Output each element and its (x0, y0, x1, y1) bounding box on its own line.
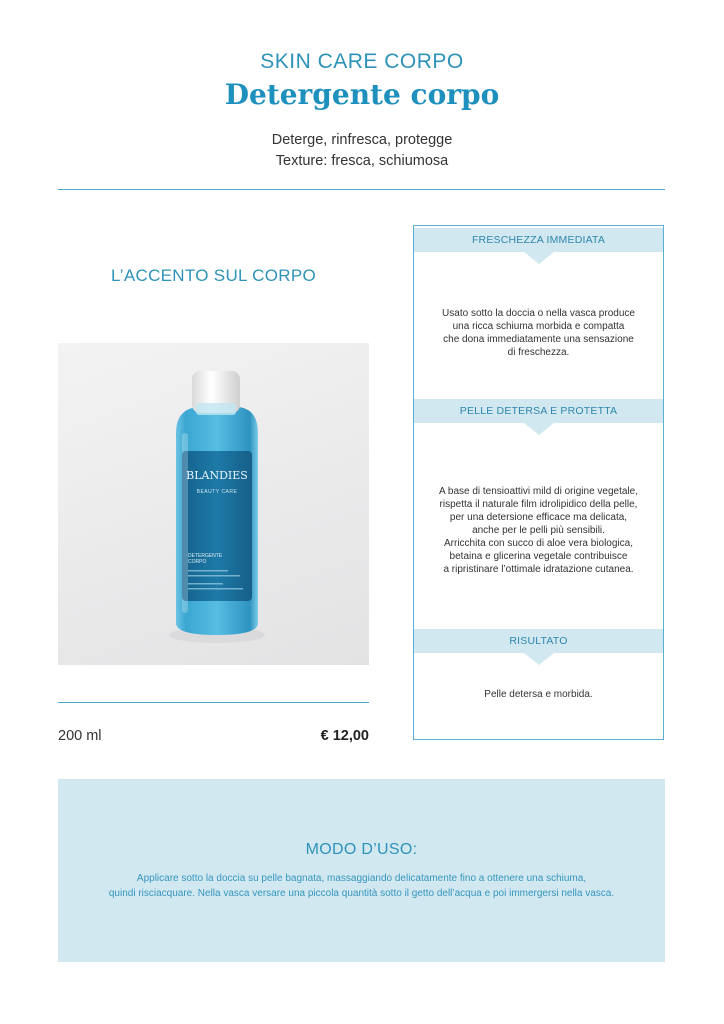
feature-title-2: PELLE DETERSA E PROTETTA (459, 405, 618, 417)
product-section-title: L’ACCENTO SUL CORPO (110, 266, 317, 285)
feature-band-3 (414, 629, 663, 653)
band-arrow-icon (524, 423, 554, 435)
band-arrow-icon (524, 653, 554, 665)
feature-band-2 (414, 399, 663, 423)
usage-title: MODO D’USO: (305, 841, 418, 858)
usage-text (78, 871, 645, 901)
bottle-illustration (58, 343, 369, 665)
feature-title-3: RISULTATO (509, 635, 568, 647)
product-photo (58, 343, 369, 665)
bottle-name-2: CORPO (188, 559, 207, 565)
feature-2-line: rispetta il naturale film idrolipidico della pelle, (439, 499, 638, 510)
feature-2-line: betaina e glicerina vegetale contribuisce (449, 551, 628, 562)
feature-title-1: FRESCHEZZA IMMEDIATA (471, 234, 606, 246)
bottle-name-1: DETERGENTE (188, 553, 223, 559)
feature-2-line: per una detersione efficace ma delicata, (449, 512, 628, 523)
feature-3-line: Pelle detersa e morbida. (484, 689, 593, 700)
tagline (0, 130, 724, 172)
feature-1-line: una ricca schiuma morbida e compatta (452, 321, 625, 332)
tagline-line-2: Texture: fresca, schiumosa (275, 153, 449, 169)
category-label: SKIN CARE CORPO (260, 50, 464, 73)
header-divider (58, 189, 665, 190)
product-quantity: 200 ml (58, 728, 102, 744)
feature-band-1 (414, 228, 663, 252)
feature-2-line: a ripristinare l’ottimale idratazione cutanea. (443, 564, 634, 575)
usage-line-2: quindi risciacquare. Nella vasca versare una piccola quantità sotto il getto dell’acqua e poi immergersi nella vasca. (108, 888, 615, 899)
bottle-subbrand: BEAUTY CARE (196, 489, 238, 495)
feature-2-line: A base di tensioattivi mild di origine vegetale, (438, 486, 638, 497)
feature-text-3 (424, 688, 653, 701)
feature-1-line: di freschezza. (507, 347, 570, 358)
band-arrow-icon (524, 252, 554, 264)
usage-box (58, 779, 665, 962)
tagline-line-1: Deterge, rinfresca, protegge (271, 132, 453, 148)
product-divider (58, 702, 369, 703)
bottle-brand: BLANDIES (186, 469, 248, 482)
feature-2-line: Arricchita con succo di aloe vera biologica, (444, 538, 633, 549)
usage-line-1: Applicare sotto la doccia su pelle bagnata, massaggiando delicatamente fino a ottenere una schiuma, (136, 873, 587, 884)
feature-2-line: anche per le pelli più sensibili. (472, 525, 605, 536)
feature-1-line: Usato sotto la doccia o nella vasca produce (442, 308, 635, 319)
feature-text-2 (424, 485, 653, 576)
feature-1-line: che dona immediatamente una sensazione (443, 334, 634, 345)
page-title: Detergente corpo (224, 78, 500, 111)
feature-text-1 (424, 307, 653, 359)
features-panel (413, 225, 664, 740)
product-price: € 12,00 (320, 728, 369, 744)
